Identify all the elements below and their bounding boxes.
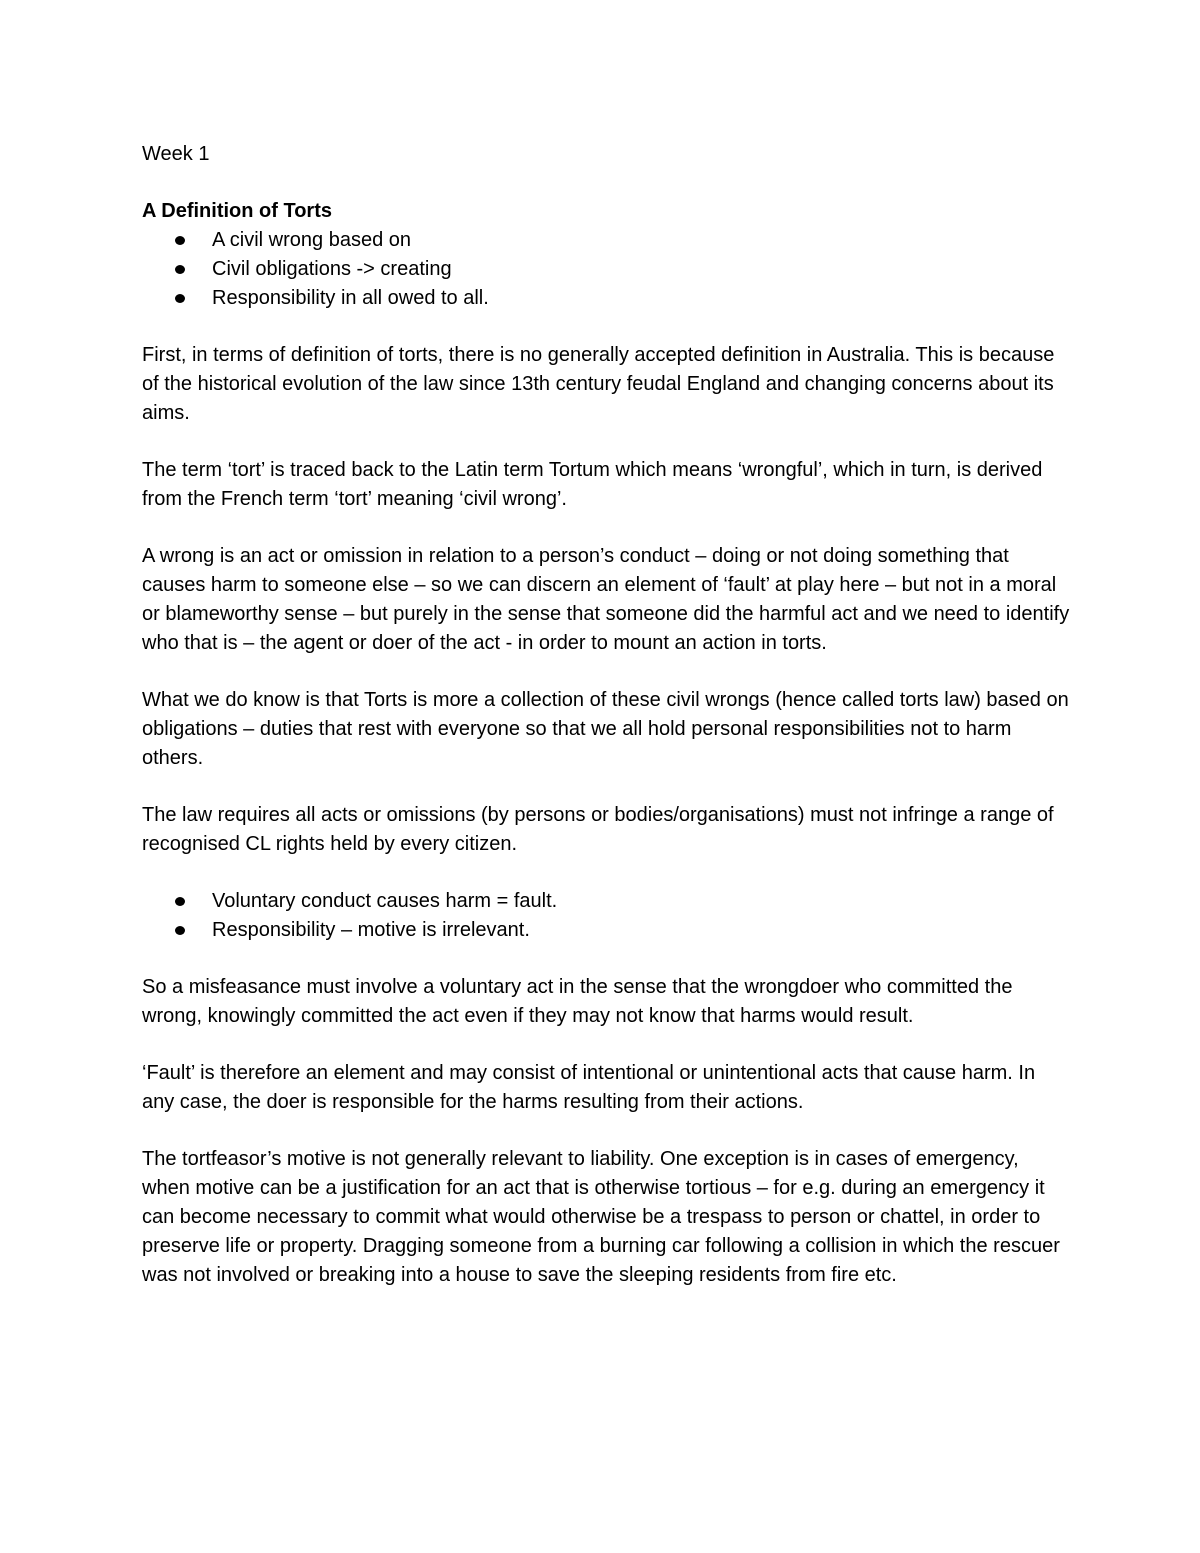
bullet-icon <box>175 926 185 935</box>
list-item <box>142 284 1072 313</box>
paragraph-misfeasance: So a misfeasance must involve a voluntary act in the sense that the wrongdoer who committed the wrong, knowingly committed the act even if they may not know that harms would result. <box>142 976 1013 1027</box>
week-title: Week 1 <box>142 143 210 165</box>
paragraph-wrong: A wrong is an act or omission in relation to a person’s conduct – doing or not doing something that causes harm to someone else – so we can discern an element of ‘fault’ at play here – but not in a moral or blameworthy sense – but purely in the sense that someone did the harmful act and we need to identify who that is – the agent or doer of the act - in order to mount an action in torts. <box>142 545 1070 654</box>
list-item <box>142 887 1072 916</box>
list-item <box>142 916 1072 945</box>
paragraph-motive: The tortfeasor’s motive is not generally relevant to liability. One exception is in cases of emergency, when motive can be a justification for an act that is otherwise tortious – for e.g. during an emergency it can become necessary to commit what would otherwise be a trespass to person or chattel, in order to preserve life or property. Dragging someone from a burning car following a collision in which the rescuer was not involved or breaking into a house to save the sleeping residents from fire etc. <box>142 1148 1060 1286</box>
paragraph-definition: First, in terms of definition of torts, there is no generally accepted definition in Australia. This is because of the historical evolution of the law since 13th century feudal England and changing concerns about its aims. <box>142 344 1055 424</box>
bullet-icon <box>175 294 185 303</box>
paragraph-law-requires: The law requires all acts or omissions (by persons or bodies/organisations) must not infringe a range of recognised CL rights held by every citizen. <box>142 804 1054 855</box>
paragraph-etymology: The term ‘tort’ is traced back to the Latin term Tortum which means ‘wrongful’, which in turn, is derived from the French term ‘tort’ meaning ‘civil wrong’. <box>142 459 1043 510</box>
list-item-text: Responsibility – motive is irrelevant. <box>212 919 530 941</box>
bullet-icon <box>175 236 185 245</box>
list-item-text: Voluntary conduct causes harm = fault. <box>212 890 558 912</box>
list-item <box>142 255 1072 284</box>
list-item <box>142 226 1072 255</box>
definition-bullet-list <box>142 226 1072 313</box>
paragraph-fault: ‘Fault’ is therefore an element and may consist of intentional or unintentional acts that cause harm. In any case, the doer is responsible for the harms resulting from their actions. <box>142 1062 1036 1113</box>
list-item-text: Responsibility in all owed to all. <box>212 287 489 309</box>
bullet-icon <box>175 265 185 274</box>
paragraph-collection: What we do know is that Torts is more a collection of these civil wrongs (hence called torts law) based on obligations – duties that rest with everyone so that we all hold personal responsibilities not to harm others. <box>142 689 1069 769</box>
list-item-text: A civil wrong based on <box>212 229 412 251</box>
section-heading: A Definition of Torts <box>142 200 332 222</box>
bullet-icon <box>175 897 185 906</box>
fault-bullet-list <box>142 887 1072 945</box>
document-body <box>142 140 1072 1318</box>
list-item-text: Civil obligations -> creating <box>212 258 452 280</box>
